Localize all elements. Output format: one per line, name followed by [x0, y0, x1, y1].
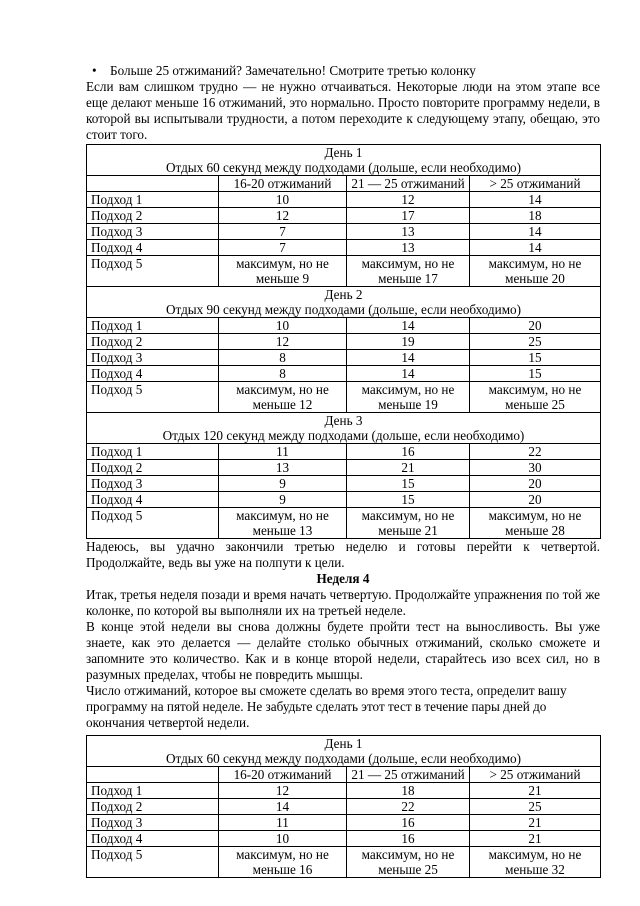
- day-header: [87, 145, 601, 176]
- set-value: 10: [219, 831, 347, 847]
- set-value: максимум, но не меньше 17: [347, 256, 470, 287]
- table-row: [87, 240, 601, 256]
- set-value: максимум, но не меньше 28: [470, 508, 601, 539]
- table-row: [87, 444, 601, 460]
- set-value: 13: [219, 460, 347, 476]
- set-value: максимум, но не меньше 19: [347, 382, 470, 413]
- set-value: 8: [219, 366, 347, 382]
- set-label: Подход 3: [87, 350, 219, 366]
- week4-table: [86, 735, 601, 878]
- set-label: Подход 1: [87, 783, 219, 799]
- table-row: [87, 460, 601, 476]
- rest-note: Отдых 120 секунд между подходами (дольше, если необходимо): [162, 428, 525, 443]
- table-row: [87, 224, 601, 240]
- column-header: > 25 отжиманий: [470, 767, 601, 783]
- table-row: [87, 831, 601, 847]
- set-value: 16: [347, 815, 470, 831]
- table-row: [87, 192, 601, 208]
- set-label: Подход 3: [87, 224, 219, 240]
- set-label: Подход 1: [87, 444, 219, 460]
- set-label: Подход 4: [87, 492, 219, 508]
- column-header: 16-20 отжиманий: [219, 176, 347, 192]
- set-label: Подход 4: [87, 366, 219, 382]
- set-label: Подход 2: [87, 208, 219, 224]
- set-value: 7: [219, 224, 347, 240]
- bullet-dot-icon: •: [92, 63, 97, 78]
- set-value: 21: [470, 783, 601, 799]
- set-label: Подход 4: [87, 831, 219, 847]
- table-row: [87, 256, 601, 287]
- set-value: 15: [470, 350, 601, 366]
- table-row: [87, 508, 601, 539]
- set-value: 16: [347, 831, 470, 847]
- after-table-paragraph: Надеюсь, вы удачно закончили третью неделю и готовы перейти к четвертой. Продолжайте, ведь вы уже на полпути к цели.: [86, 539, 600, 570]
- set-value: 21: [470, 831, 601, 847]
- set-label: Подход 5: [87, 508, 219, 539]
- table-row: [87, 847, 601, 878]
- set-value: 30: [470, 460, 601, 476]
- set-value: 15: [347, 492, 470, 508]
- set-label: Подход 2: [87, 334, 219, 350]
- table-row: [87, 366, 601, 382]
- set-value: 15: [470, 366, 601, 382]
- set-value: 17: [347, 208, 470, 224]
- set-value: 14: [347, 350, 470, 366]
- table-row: [87, 350, 601, 366]
- rest-note: Отдых 60 секунд между подходами (дольше, если необходимо): [165, 751, 522, 766]
- set-value: 21: [470, 815, 601, 831]
- set-value: 20: [470, 476, 601, 492]
- set-value: 18: [470, 208, 601, 224]
- set-label: Подход 3: [87, 476, 219, 492]
- set-value: максимум, но не меньше 12: [219, 382, 347, 413]
- set-value: 19: [347, 334, 470, 350]
- day-title: День 1: [324, 145, 363, 160]
- set-label: Подход 5: [87, 256, 219, 287]
- set-value: 14: [347, 366, 470, 382]
- table-row: [87, 815, 601, 831]
- set-label: Подход 5: [87, 847, 219, 878]
- set-value: максимум, но не меньше 25: [347, 847, 470, 878]
- set-value: 11: [219, 815, 347, 831]
- set-value: максимум, но не меньше 32: [470, 847, 601, 878]
- set-value: максимум, но не меньше 25: [470, 382, 601, 413]
- rest-note: Отдых 90 секунд между подходами (дольше, если необходимо): [165, 302, 522, 317]
- column-header: > 25 отжиманий: [470, 176, 601, 192]
- week3-table: [86, 144, 601, 539]
- set-value: 13: [347, 224, 470, 240]
- day-title: День 3: [324, 413, 363, 428]
- column-header: 21 — 25 отжиманий: [347, 767, 470, 783]
- table-row: [87, 476, 601, 492]
- set-value: 9: [219, 492, 347, 508]
- table-row: [87, 334, 601, 350]
- set-value: 10: [219, 192, 347, 208]
- week-heading: Неделя 4: [316, 571, 370, 586]
- set-label: Подход 5: [87, 382, 219, 413]
- set-label: Подход 1: [87, 318, 219, 334]
- day-title: День 2: [324, 287, 363, 302]
- day-header: [87, 736, 601, 767]
- set-value: 14: [470, 224, 601, 240]
- table-row: [87, 318, 601, 334]
- set-value: 7: [219, 240, 347, 256]
- table-row: [87, 382, 601, 413]
- set-value: 16: [347, 444, 470, 460]
- day-header: [87, 413, 601, 444]
- intro-paragraph: Если вам слишком трудно — не нужно отчаиваться. Некоторые люди на этом этапе все еще делают меньше 16 отжиманий, это нормально. Просто повторите программу недели, в которой вы испытывали трудности, а потом переходите к следующему этапу, обещаю, это стоит того.: [86, 79, 600, 142]
- set-value: 14: [347, 318, 470, 334]
- day-header: [87, 287, 601, 318]
- set-value: 14: [470, 192, 601, 208]
- set-label: Подход 2: [87, 799, 219, 815]
- set-value: 12: [219, 208, 347, 224]
- set-value: 21: [347, 460, 470, 476]
- table-row: [87, 208, 601, 224]
- day-title: День 1: [324, 736, 363, 751]
- week4-paragraph-1: Итак, третья неделя позади и время начать четвертую. Продолжайте упражнения по той же колонке, по которой вы выполняли их на третьей неделе.: [86, 587, 600, 618]
- rest-note: Отдых 60 секунд между подходами (дольше, если необходимо): [165, 160, 522, 175]
- set-label: Подход 2: [87, 460, 219, 476]
- set-value: 20: [470, 492, 601, 508]
- set-value: 10: [219, 318, 347, 334]
- column-header: 21 — 25 отжиманий: [347, 176, 470, 192]
- set-value: максимум, но не меньше 13: [219, 508, 347, 539]
- set-value: 9: [219, 476, 347, 492]
- empty-header-cell: [87, 767, 219, 783]
- table-row: [87, 799, 601, 815]
- set-value: 25: [470, 799, 601, 815]
- week4-paragraph-3: Число отжиманий, которое вы сможете сделать во время этого теста, определит вашу программу на пятой неделе. Не забудьте сделать этот тест в течение пары дней до окончания четвертой недели.: [86, 683, 567, 730]
- set-value: 25: [470, 334, 601, 350]
- set-value: 14: [470, 240, 601, 256]
- set-value: 12: [347, 192, 470, 208]
- week4-paragraph-2: В конце этой недели вы снова должны будете пройти тест на выносливость. Вы уже знаете, как это делается — делайте столько обычных отжиманий, сколько сможете и запомните это количество. Как и в конце второй недели, старайтесь изо всех сил, но в разумных пределах, чтобы не повредить мышцы.: [86, 619, 600, 682]
- bullet-item: [86, 63, 600, 79]
- set-value: 15: [347, 476, 470, 492]
- set-value: 22: [470, 444, 601, 460]
- set-value: 22: [347, 799, 470, 815]
- set-value: 12: [219, 783, 347, 799]
- set-value: 14: [219, 799, 347, 815]
- document-page: [86, 63, 600, 878]
- table-row: [87, 783, 601, 799]
- set-label: Подход 3: [87, 815, 219, 831]
- set-label: Подход 4: [87, 240, 219, 256]
- table-row: [87, 492, 601, 508]
- set-value: максимум, но не меньше 21: [347, 508, 470, 539]
- set-value: максимум, но не меньше 16: [219, 847, 347, 878]
- set-value: 13: [347, 240, 470, 256]
- empty-header-cell: [87, 176, 219, 192]
- set-value: максимум, но не меньше 9: [219, 256, 347, 287]
- set-value: 12: [219, 334, 347, 350]
- set-value: 20: [470, 318, 601, 334]
- set-value: 8: [219, 350, 347, 366]
- set-label: Подход 1: [87, 192, 219, 208]
- set-value: 18: [347, 783, 470, 799]
- set-value: 11: [219, 444, 347, 460]
- column-header: 16-20 отжиманий: [219, 767, 347, 783]
- bullet-text: Больше 25 отжиманий? Замечательно! Смотрите третью колонку: [110, 63, 476, 78]
- set-value: максимум, но не меньше 20: [470, 256, 601, 287]
